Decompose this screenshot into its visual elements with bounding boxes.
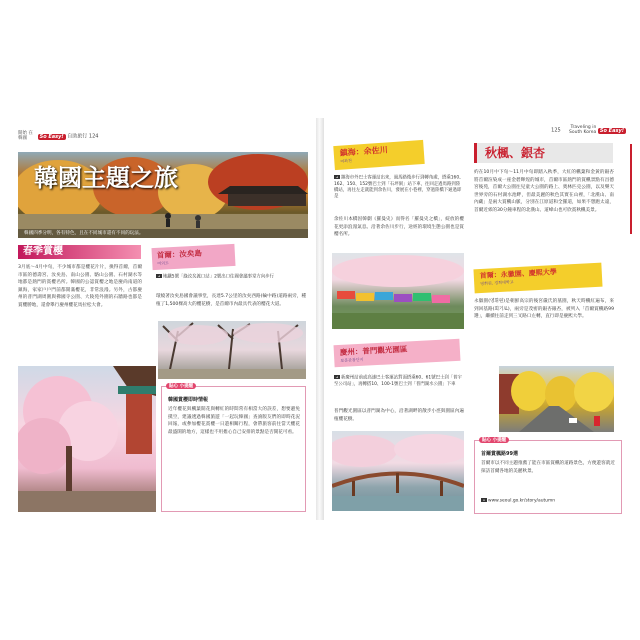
yeonghwiwon-body: 永徽園(영휘원)是朝鮮高宗的後宮嚴氏的墓園，秋天時楓紅遍布，來到回基路(회기로)，兩旁是茂密的銀杏銀杏，被列入「首爾賞楓路99選」，繼續往前走到三叉路口左轉，直行即是慶熙大學。 bbox=[474, 299, 614, 320]
bridge-illustration bbox=[332, 431, 464, 511]
ginkgo-illustration bbox=[499, 366, 614, 432]
umbrella-illustration bbox=[332, 253, 464, 329]
right-page bbox=[324, 118, 630, 520]
bus-icon: ➜ bbox=[335, 175, 339, 179]
jinhae-transport bbox=[334, 175, 464, 200]
jinhae-umbrella-photo bbox=[332, 253, 464, 329]
tip-title-2: 首爾賞楓路99選 bbox=[481, 451, 518, 457]
blossom-tree-illustration bbox=[18, 366, 156, 512]
yeonghwiwon-tag-korean: 영휘원, 경희대학교 bbox=[480, 279, 514, 287]
subway-icon: ➜ bbox=[157, 274, 161, 278]
yeouido-transport bbox=[156, 274, 306, 281]
gyeongju-tag-korean: 보문관광단지 bbox=[340, 356, 364, 363]
jinhae-tag-title: 鎮海：余佐川 bbox=[339, 144, 388, 158]
right-page-number: 125 bbox=[551, 127, 561, 134]
series-label: 自助旅行 bbox=[67, 133, 88, 140]
jinhae-tag bbox=[333, 140, 424, 170]
tip-body-2: 首爾市以不同主題推薦了能在市區賞楓的道路景色，方便遊客就近探訪首爾各地的美麗秋景。 bbox=[481, 461, 615, 474]
web-icon: ⌂ bbox=[481, 498, 487, 502]
section-label: 開始 在韓國 bbox=[18, 131, 33, 141]
gyeongju-bridge-photo bbox=[332, 431, 464, 511]
tip-label: 貼心 小提醒 bbox=[166, 383, 196, 389]
ginkgo-street-photo bbox=[499, 366, 614, 432]
spring-intro-text: 3月底～4月中旬，不少城市都是櫻花片片，換得首爾，首爾市區的德壽宮、汝矣島、南山公園、駱山公園、石村湖水等地都是熱門的賞櫻名所。韓國的公認賞櫻之地是慶尚南道的鎮海，家家戶戶門前都開滿櫻花，非常浪漫。另外，古都慶州的普門湖周圍與佛國寺公園、大陵苑外圍的石牆路也都是賞櫻勝地，還會舉行慶州櫻花馬拉松大會。 bbox=[18, 265, 142, 308]
right-header-title: Traveling in South Korea bbox=[569, 125, 597, 135]
yeouido-body: 環繞著汝矣島國會議事堂，長達5.7公里的汝矣西路(輪中路)道路兩旁，種植了1,500棵高大的櫻花樹，是首爾市內最具代表的櫻花大道。 bbox=[156, 294, 306, 307]
yeouido-transport-text: 地鐵5號「綠汝矣渡口站」2號出口往國會議事堂方向步行 bbox=[163, 274, 274, 280]
yeonghwiwon-tag bbox=[473, 263, 602, 294]
page-number: 124 bbox=[88, 133, 99, 140]
gyeongju-transport bbox=[334, 375, 464, 388]
gyeongju-tag-title: 慶州：普門觀光園區 bbox=[339, 344, 408, 357]
tip-body: 近年櫻花與楓葉開花與轉紅的時間常有相當大的誤差，想要避免撲空，建議透過韓國旅遊「一起玩韓國」查詢版友們的即時花況回報，或參加櫻花賞櫻一日遊相關行程，會帶旅客前往當天櫻花最盛開的地方，這樣也不用擔心自己安排的景點是否開花可看。 bbox=[168, 407, 300, 435]
autumn-tip-box bbox=[474, 440, 622, 514]
hero-photo bbox=[18, 152, 308, 238]
gyeongju-body: 普門觀光園區以普門湖為中心，沿著湖畔的散步小徑與園區內遍植櫻花樹。 bbox=[334, 409, 464, 422]
tip-url-line bbox=[481, 498, 615, 505]
book-gutter bbox=[316, 118, 324, 520]
right-brand-logo: So Easy! bbox=[599, 127, 624, 134]
yeouido-street-photo bbox=[158, 321, 306, 379]
bus-icon-2: ➜ bbox=[335, 375, 339, 379]
left-page bbox=[10, 118, 316, 520]
hero-caption: 韓國四季分明，各有特色，且在不同城市還有不同的玩法。 bbox=[18, 229, 308, 238]
tip-label-2: 貼心 小提醒 bbox=[479, 437, 509, 443]
gyeongju-transport-text: 新慶州站前或高速巴士客運站對面搭乘60、61號巴士到「普宇至公司站」，再轉搭10、100-1號巴士到「普門湖水公園」下車 bbox=[334, 375, 462, 387]
blossom-palace-photo bbox=[18, 366, 156, 512]
jinhae-transport-text: 鎮海市外巴士客運站出來，過馬路後步行到轉角處，搭乘160、162、150、152號巴士到「石坪洞」站下車，往回走過馬路到陸橋站，再往左走就能到余佐川，發展在小巷裡，穿過陸橋下通過即是 bbox=[334, 175, 464, 199]
spring-tip-box bbox=[161, 386, 306, 512]
main-title: 韓國主題之旅 bbox=[34, 163, 178, 192]
tip-url[interactable]: www.seoul.go.kr/story/autumn bbox=[488, 498, 556, 504]
brand-logo: So Easy! bbox=[39, 133, 64, 140]
yeouido-tag-korean: 여의도 bbox=[157, 260, 169, 266]
jinhae-tag-korean: 여좌천 bbox=[340, 157, 353, 164]
tip-title: 韓國賞櫻即時情報 bbox=[168, 397, 209, 403]
yeouido-tag-title: 首爾：汝矣島 bbox=[156, 248, 203, 260]
street-tree-illustration bbox=[158, 321, 306, 379]
right-header bbox=[546, 125, 626, 135]
jinhae-body: 余佐川本橋因韓劇《羅曼史》而得名「羅曼史之橋」，綻放的櫻花更添浪漫氣息。沿著余佐川步行，途經的環境生態公園也是賞櫻名所。 bbox=[334, 217, 464, 238]
yeonghwiwon-tag-title: 首爾：永徽園、慶熙大學 bbox=[479, 267, 557, 281]
yeouido-tag bbox=[151, 244, 235, 270]
autumn-intro-text: 約在10月中下旬～11月中旬即踏入秋季，大紅的楓葉和金黃的銀杏將首爾渲染成一座金碧輝煌的城市，首爾市區熱門的賞楓景點有昌德宮後苑，首爾大公園往兒童大公園的路上、奧林匹克公園，以及樂天世界旁的石村湖水池畔，但最美麗的秋色其實在山裡，「北漢山、南內藏」是兩大賞楓山脈，分別在江原道和全羅道，如果不想跑太遠，首爾近郊的30分鐘車程的北漢山、道峰山也可欣賞秋楓美景。 bbox=[474, 170, 614, 213]
section-title-autumn: 秋楓、銀杏 bbox=[474, 143, 613, 163]
section-title-spring: 春季賞櫻 bbox=[18, 245, 141, 259]
gyeongju-tag bbox=[334, 339, 461, 368]
left-header bbox=[18, 131, 218, 141]
book-spread bbox=[10, 118, 630, 520]
